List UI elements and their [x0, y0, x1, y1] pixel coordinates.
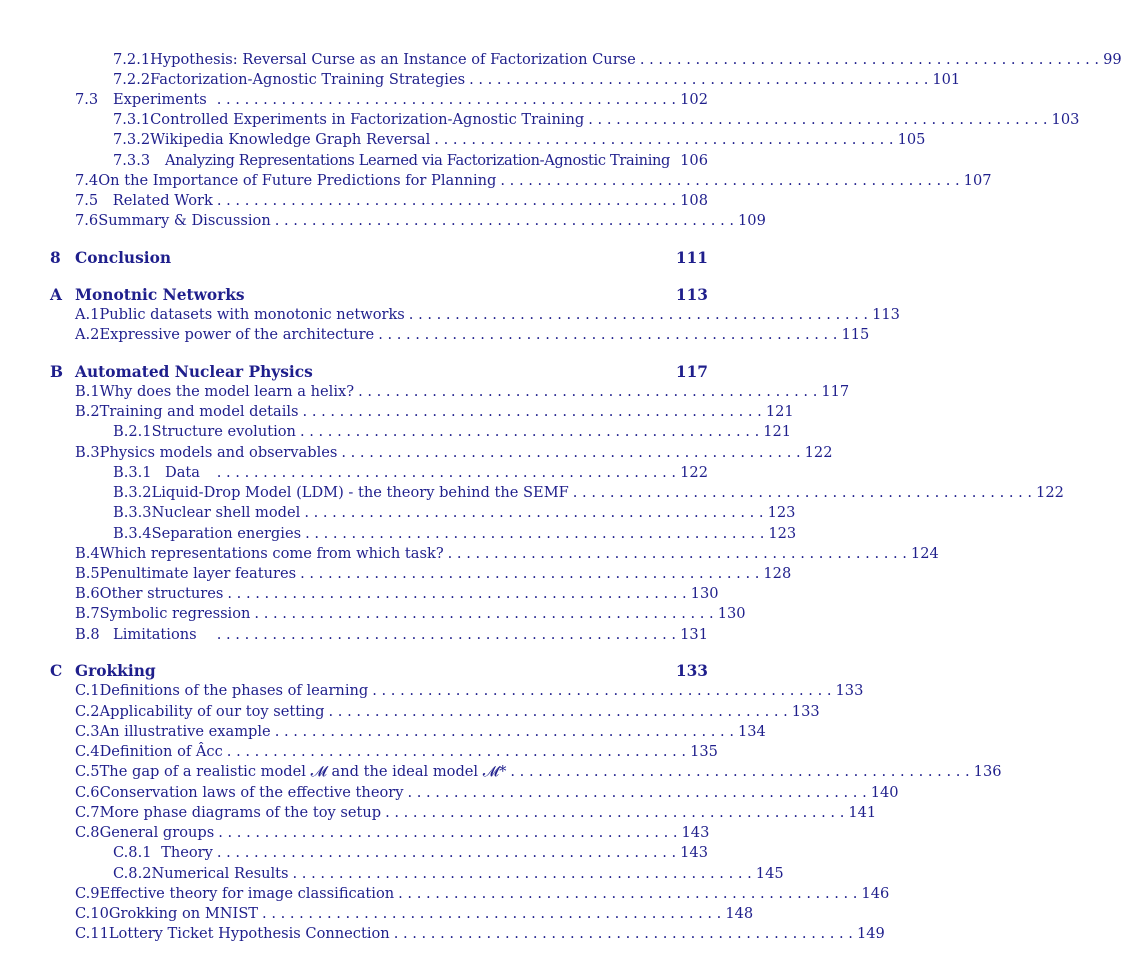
toc-entry-c-10[interactable] [75, 904, 754, 924]
entry-page: 122 [680, 464, 708, 481]
entry-page: 133 [835, 682, 864, 699]
toc-entry-c-9[interactable] [75, 884, 890, 904]
toc-entry-7-2-1[interactable] [113, 50, 1122, 70]
entry-title: Numerical Results [151, 865, 289, 882]
entry-number: C.3 [75, 723, 100, 740]
dot-leader: . . . . . . . . . . . . . . . . . . . . . . . . . . . . . . . . . . . . . . . . . . . . . . . . . . [407, 784, 867, 801]
entry-page: 143 [681, 824, 710, 841]
entry-page: 101 [932, 71, 961, 88]
toc-entry-a-1[interactable] [75, 305, 900, 325]
entry-number: B.2 [75, 403, 100, 420]
entry-number: B.3 [75, 444, 100, 461]
toc-entry-b-6[interactable] [75, 584, 719, 604]
entry-title: Liquid-Drop Model (LDM) - the theory behind the SEMF [151, 484, 569, 501]
entry-number: C.8.2 [113, 865, 152, 882]
toc-entry-7-3[interactable] [75, 90, 708, 110]
entry-page: 122 [804, 444, 833, 461]
dot-leader: . . . . . . . . . . . . . . . . . . . . . . . . . . . . . . . . . . . . . . . . . . . . . . . . . . [216, 91, 676, 108]
chapter-page: 133 [675, 662, 708, 680]
entry-title: Limitations [113, 626, 197, 643]
entry-page: 149 [856, 925, 885, 942]
entry-page: 143 [680, 844, 708, 861]
dot-leader: . . . . . . . . . . . . . . . . . . . . . . . . . . . . . . . . . . . . . . . . . . . . . . . . . . [216, 626, 676, 643]
dot-leader: . . . . . . . . . . . . . . . . . . . . . . . . . . . . . . . . . . . . . . . . . . . . . . . . . . [469, 71, 929, 88]
dot-leader: . . . . . . . . . . . . . . . . . . . . . . . . . . . . . . . . . . . . . . . . . . . . . . . . . . [398, 885, 858, 902]
dot-leader: . . . . . . . . . . . . . . . . . . . . . . . . . . . . . . . . . . . . . . . . . . . . . . . . . . [299, 423, 760, 440]
chapter-title: Monotnic Networks [75, 286, 245, 304]
dot-leader: . . . . . . . . . . . . . . . . . . . . . . . . . . . . . . . . . . . . . . . . . . . . . . . . . . [434, 131, 894, 148]
toc-entry-c-1[interactable] [75, 681, 864, 701]
entry-number: C.2 [75, 703, 100, 720]
entry-number: C.5 [75, 763, 100, 780]
entry-page: 148 [725, 905, 754, 922]
dot-leader: . . . . . . . . . . . . . . . . . . . . . . . . . . . . . . . . . . . . . . . . . . . . . . . . . . [447, 545, 907, 562]
dot-leader: . . . . . . . . . . . . . . . . . . . . . . . . . . . . . . . . . . . . . . . . . . . . . . . . . . [300, 565, 760, 582]
toc-entry-c-8-2[interactable] [113, 864, 784, 884]
entry-number: B.5 [75, 565, 100, 582]
entry-number: B.7 [75, 605, 100, 622]
dot-leader: . . . . . . . . . . . . . . . . . . . . . . . . . . . . . . . . . . . . . . . . . . . . . . . . . . [274, 723, 734, 740]
chapter-title: Conclusion [75, 249, 172, 267]
entry-title: Training and model details [99, 403, 299, 420]
entry-number: 7.6 [75, 212, 99, 229]
entry-page: 115 [841, 326, 870, 343]
entry-title: General groups [99, 824, 215, 841]
toc-entry-7-6[interactable] [75, 211, 766, 231]
entry-title: Summary & Discussion [98, 212, 271, 229]
entry-number: B.3.3 [113, 504, 152, 521]
entry-page: 131 [680, 626, 708, 643]
entry-number: B.3.2 [113, 484, 152, 501]
dot-leader: . . . . . . . . . . . . . . . . . . . . . . . . . . . . . . . . . . . . . . . . . . . . . . . . . . [304, 504, 764, 521]
entry-title: Definitions of the phases of learning [99, 682, 369, 699]
dot-leader: . . . . . . . . . . . . . . . . . . . . . . . . . . . . . . . . . . . . . . . . . . . . . . . . . . [216, 844, 677, 861]
toc-entry-b-2-1[interactable] [113, 422, 792, 442]
toc-chapter-b[interactable] [50, 362, 708, 382]
entry-number: B.8 [75, 626, 100, 643]
entry-page: 99 [1103, 51, 1122, 68]
toc-entry-c-8-1[interactable] [113, 843, 708, 863]
entry-number: 7.3 [75, 91, 99, 108]
entry-page: 146 [861, 885, 890, 902]
dot-leader: . . . . . . . . . . . . . . . . . . . . . . . . . . . . . . . . . . . . . . . . . . . . . . . . . . [262, 905, 722, 922]
entry-title: Nuclear shell model [151, 504, 301, 521]
entry-page: 140 [870, 784, 899, 801]
chapter-number: C [50, 662, 63, 680]
entry-title: Definition of Âcc [99, 743, 223, 760]
entry-page: 135 [690, 743, 718, 760]
entry-title: The gap of a realistic model 𝓜 and the ideal model 𝓜* [99, 763, 507, 780]
entry-number: C.10 [75, 905, 109, 922]
entry-number: A.1 [75, 306, 100, 323]
entry-number: C.8.1 [113, 844, 152, 861]
entry-number: B.6 [75, 585, 100, 602]
entry-number: B.1 [75, 383, 100, 400]
toc-chapter-a[interactable] [50, 285, 708, 305]
entry-page: 145 [755, 865, 784, 882]
entry-number: 7.2.1 [113, 51, 151, 68]
entry-page: 141 [848, 804, 877, 821]
dot-leader: . . . . . . . . . . . . . . . . . . . . . . . . . . . . . . . . . . . . . . . . . . . . . . . . . . [500, 172, 960, 189]
dot-leader: . . . . . . . . . . . . . . . . . . . . . . . . . . . . . . . . . . . . . . . . . . . . . . . . . . [328, 703, 788, 720]
entry-page: 105 [897, 131, 926, 148]
toc-entry-7-2-2[interactable] [113, 70, 961, 90]
toc-entry-7-3-2[interactable] [113, 130, 926, 150]
dot-leader: . . . . . . . . . . . . . . . . . . . . . . . . . . . . . . . . . . . . . . . . . . . . . . . . . . [292, 865, 752, 882]
dot-leader: . . . . . . . . . . . . . . . . . . . . . . . . . . . . . . . . . . . . . . . . . . . . . . . . . . [372, 682, 832, 699]
entry-title: An illustrative example [99, 723, 271, 740]
entry-number: C.8 [75, 824, 100, 841]
toc-entry-a-2[interactable] [75, 325, 870, 345]
entry-title: On the Importance of Future Predictions for Planning [98, 172, 497, 189]
dot-leader: . . . . . . . . . . . . . . . . . . . . . . . . . . . . . . . . . . . . . . . . . . . . . . . . . . [385, 804, 845, 821]
dot-leader: . . . . . . . . . . . . . . . . . . . . . . . . . . . . . . . . . . . . . . . . . . . . . . . . . . [408, 306, 869, 323]
entry-number: C.1 [75, 682, 100, 699]
entry-title: Public datasets with monotonic networks [99, 306, 405, 323]
entry-page: 108 [680, 192, 708, 209]
entry-number: B.3.1 [113, 464, 152, 481]
entry-title: Hypothesis: Reversal Curse as an Instance of Factorization Curse [150, 51, 636, 68]
entry-title: Other structures [99, 585, 224, 602]
entry-page: 123 [767, 504, 796, 521]
dot-leader: . . . . . . . . . . . . . . . . . . . . . . . . . . . . . . . . . . . . . . . . . . . . . . . . . . [216, 464, 676, 481]
entry-page: 103 [1051, 111, 1080, 128]
entry-title: Applicability of our toy setting [99, 703, 325, 720]
toc-entry-c-4[interactable] [75, 742, 718, 762]
toc-entry-c-6[interactable] [75, 783, 899, 803]
toc-entry-b-7[interactable] [75, 604, 746, 624]
entry-number: B.2.1 [113, 423, 152, 440]
dot-leader: . . . . . . . . . . . . . . . . . . . . . . . . . . . . . . . . . . . . . . . . . . . . . . . . . . [572, 484, 1033, 501]
entry-title: Structure evolution [151, 423, 296, 440]
entry-title: Theory [161, 844, 213, 861]
entry-page: 124 [910, 545, 939, 562]
entry-number: 7.3.2 [113, 131, 151, 148]
entry-title: Grokking on MNIST [108, 905, 259, 922]
entry-page: 123 [768, 525, 797, 542]
toc-entry-b-8[interactable] [75, 625, 708, 645]
toc-entry-c-11[interactable] [75, 924, 885, 944]
chapter-page: 113 [675, 286, 708, 304]
toc-entry-c-2[interactable] [75, 702, 820, 722]
dot-leader: . . . . . . . . . . . . . . . . . . . . . . . . . . . . . . . . . . . . . . . . . . . . . . . . . . [358, 383, 818, 400]
entry-number: C.6 [75, 784, 100, 801]
entry-title: Data [165, 464, 200, 481]
dot-leader: . . . . . . . . . . . . . . . . . . . . . . . . . . . . . . . . . . . . . . . . . . . . . . . . . . [218, 824, 678, 841]
entry-page: 121 [765, 403, 794, 420]
dot-leader: . . . . . . . . . . . . . . . . . . . . . . . . . . . . . . . . . . . . . . . . . . . . . . . . . . [216, 192, 677, 209]
entry-title: Symbolic regression [99, 605, 251, 622]
entry-number: C.11 [75, 925, 109, 942]
dot-leader: . . . . . . . . . . . . . . . . . . . . . . . . . . . . . . . . . . . . . . . . . . . . . . . . . . [226, 743, 687, 760]
entry-number: 7.3.3 [113, 152, 151, 169]
toc-entry-c-7[interactable] [75, 803, 877, 823]
entry-number: C.9 [75, 885, 100, 902]
toc-entry-b-2[interactable] [75, 402, 794, 422]
entry-page: 130 [717, 605, 746, 622]
entry-title: Penultimate layer features [99, 565, 297, 582]
entry-title: Factorization-Agnostic Training Strategies [150, 71, 466, 88]
chapter-number: A [50, 286, 62, 304]
entry-page: 107 [963, 172, 992, 189]
entry-number: C.7 [75, 804, 100, 821]
entry-page: 117 [821, 383, 850, 400]
entry-number: 7.5 [75, 192, 99, 209]
dot-leader: . . . . . . . . . . . . . . . . . . . . . . . . . . . . . . . . . . . . . . . . . . . . . . . . . . [588, 111, 1048, 128]
toc-entry-7-4[interactable] [75, 171, 992, 191]
entry-title: Lottery Ticket Hypothesis Connection [108, 925, 390, 942]
dot-leader: . . . . . . . . . . . . . . . . . . . . . . . . . . . . . . . . . . . . . . . . . . . . . . . . . . [393, 925, 853, 942]
dot-leader: . . . . . . . . . . . . . . . . . . . . . . . . . . . . . . . . . . . . . . . . . . . . . . . . . . [378, 326, 838, 343]
toc-entry-b-3[interactable] [75, 443, 833, 463]
entry-number: B.4 [75, 545, 100, 562]
entry-page: 136 [973, 763, 1002, 780]
chapter-title: Automated Nuclear Physics [75, 363, 313, 381]
dot-leader: . . . . . . . . . . . . . . . . . . . . . . . . . . . . . . . . . . . . . . . . . . . . . . . . . . [302, 403, 762, 420]
toc-chapter-8[interactable] [50, 248, 708, 268]
chapter-page: 117 [675, 363, 708, 381]
entry-number: 7.4 [75, 172, 99, 189]
entry-number: 7.3.1 [113, 111, 151, 128]
entry-number: A.2 [75, 326, 100, 343]
entry-title: Effective theory for image classification [99, 885, 395, 902]
toc-entry-c-8[interactable] [75, 823, 708, 843]
chapter-page: 111 [675, 249, 708, 267]
chapter-number: B [50, 363, 64, 381]
entry-page: 122 [1036, 484, 1064, 501]
toc-entry-c-3[interactable] [75, 722, 766, 742]
toc-entry-b-1[interactable] [75, 382, 850, 402]
dot-leader: . . . . . . . . . . . . . . . . . . . . . . . . . . . . . . . . . . . . . . . . . . . . . . . . . . [274, 212, 735, 229]
entry-title: Related Work [112, 192, 213, 209]
entry-page: 134 [737, 723, 766, 740]
entry-title: Separation energies [151, 525, 302, 542]
entry-page: 130 [690, 585, 719, 602]
entry-number: 7.2.2 [113, 71, 151, 88]
toc-entry-b-5[interactable] [75, 564, 792, 584]
dot-leader: . . . . . . . . . . . . . . . . . . . . . . . . . . . . . . . . . . . . . . . . . . . . . . . . . . [227, 585, 687, 602]
entry-page: 133 [791, 703, 820, 720]
entry-title: Analyzing Representations Learned via Factorization-Agnostic Training [165, 152, 671, 169]
entry-page: 102 [680, 91, 708, 108]
entry-number: B.3.4 [113, 525, 152, 542]
entry-page: 106 [680, 152, 708, 169]
entry-title: Which representations come from which task? [99, 545, 444, 562]
toc-entry-7-3-1[interactable] [113, 110, 1080, 130]
dot-leader: . . . . . . . . . . . . . . . . . . . . . . . . . . . . . . . . . . . . . . . . . . . . . . . . . . [341, 444, 801, 461]
entry-page: 121 [763, 423, 792, 440]
entry-title: Why does the model learn a helix? [99, 383, 355, 400]
entry-page: 113 [872, 306, 900, 323]
entry-title: Wikipedia Knowledge Graph Reversal [150, 131, 431, 148]
toc-entry-b-3-2[interactable] [113, 483, 1064, 503]
entry-title: More phase diagrams of the toy setup [99, 804, 382, 821]
toc-chapter-c[interactable] [50, 661, 708, 681]
toc-entry-7-3-3[interactable] [113, 151, 708, 171]
toc-entry-c-5[interactable] [75, 762, 1002, 782]
entry-title: Expressive power of the architecture [99, 326, 375, 343]
toc-entry-b-3-3[interactable] [113, 503, 796, 523]
entry-title: Conservation laws of the effective theory [99, 784, 404, 801]
entry-title: Experiments [113, 91, 207, 108]
toc-entry-7-5[interactable] [75, 191, 708, 211]
dot-leader: . . . . . . . . . . . . . . . . . . . . . . . . . . . . . . . . . . . . . . . . . . . . . . . . . . [639, 51, 1100, 68]
dot-leader: . . . . . . . . . . . . . . . . . . . . . . . . . . . . . . . . . . . . . . . . . . . . . . . . . . [254, 605, 714, 622]
dot-leader: . . . . . . . . . . . . . . . . . . . . . . . . . . . . . . . . . . . . . . . . . . . . . . . . . . [305, 525, 765, 542]
entry-number: C.4 [75, 743, 100, 760]
dot-leader: . . . . . . . . . . . . . . . . . . . . . . . . . . . . . . . . . . . . . . . . . . . . . . . . . . [510, 763, 970, 780]
entry-title: Physics models and observables [99, 444, 338, 461]
toc-entry-b-3-1[interactable] [113, 463, 708, 483]
entry-page: 128 [763, 565, 792, 582]
chapter-title: Grokking [75, 662, 156, 680]
entry-title: Controlled Experiments in Factorization-Agnostic Training [150, 111, 585, 128]
entry-page: 109 [738, 212, 766, 229]
toc-entry-b-4[interactable] [75, 544, 939, 564]
toc-entry-b-3-4[interactable] [113, 524, 797, 544]
chapter-number: 8 [50, 249, 61, 267]
